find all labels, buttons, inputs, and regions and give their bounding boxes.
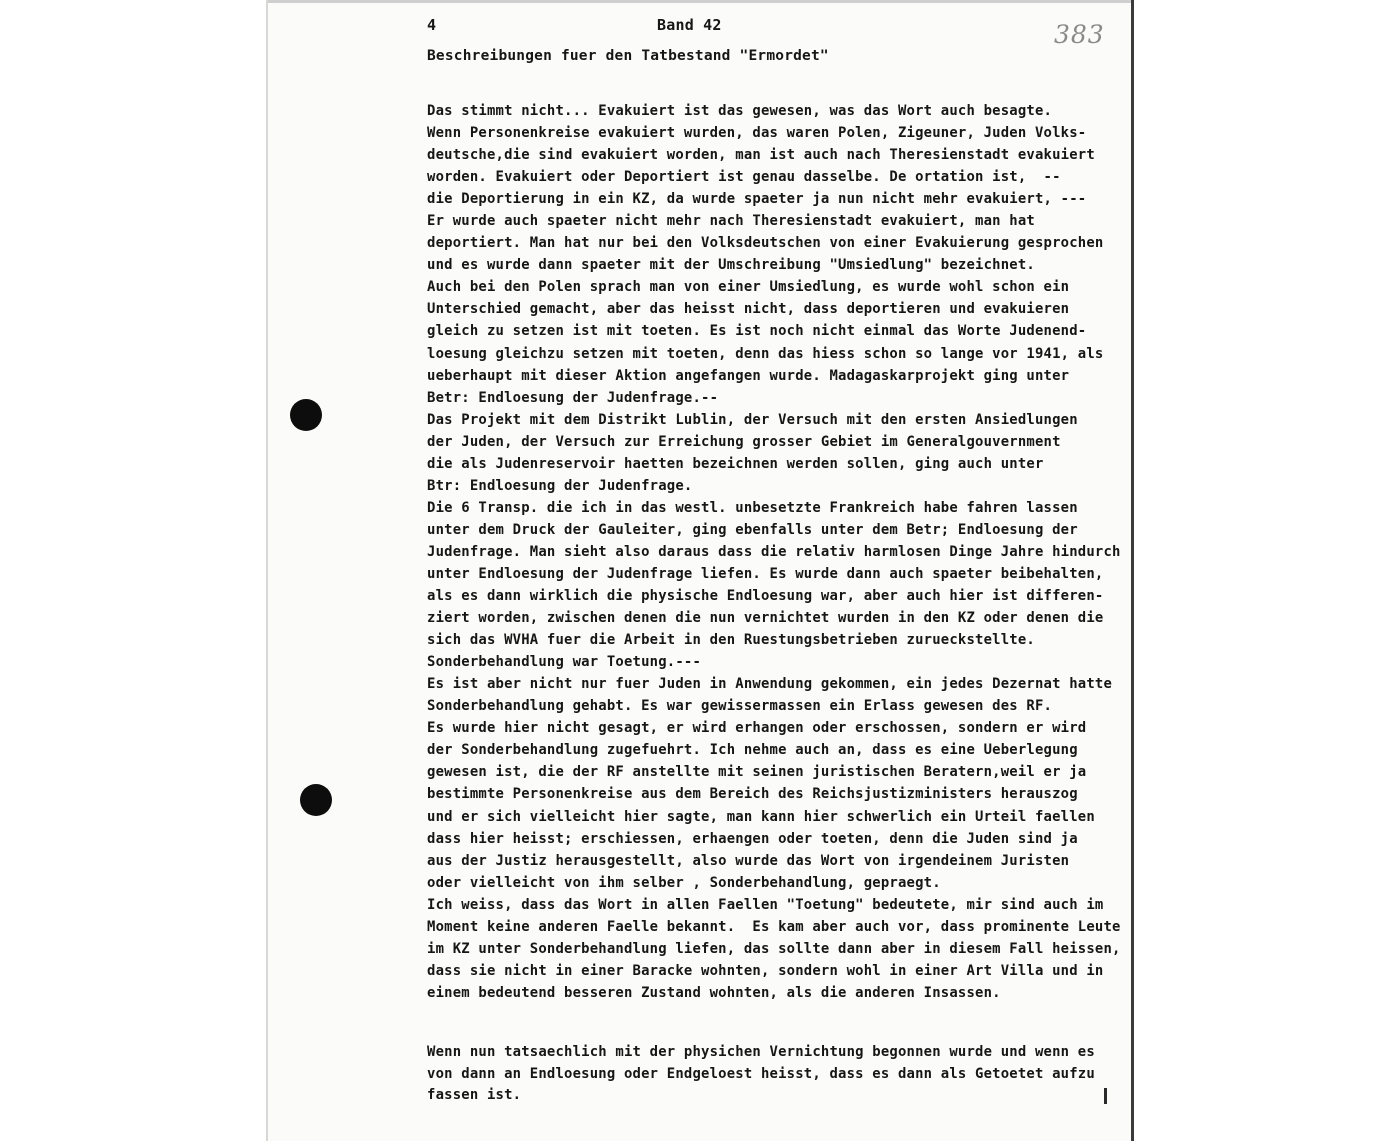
closing-paragraph — [427, 1042, 1117, 1107]
punch-hole-bottom — [300, 784, 332, 816]
text-line: dass sie nicht in einer Baracke wohnten, sondern wohl in einer Art Villa und in — [427, 962, 1104, 979]
page-number: 4 — [427, 16, 437, 34]
text-line: aus der Justiz herausgestellt, also wurde das Wort von irgendeinem Juristen — [427, 852, 1070, 869]
band-label: Band 42 — [657, 16, 722, 34]
text-line: Das stimmt nicht... Evakuiert ist das gewesen, was das Wort auch besagte. — [427, 103, 1053, 119]
text-line: dass hier heisst; erschiessen, erhaengen oder toeten, denn die Juden sind ja — [427, 830, 1078, 847]
text-line: gleich zu setzen ist mit toeten. Es ist noch nicht einmal das Worte Judenend- — [427, 323, 1087, 340]
text-line: Wenn Personenkreise evakuiert wurden, das waren Polen, Zigeuner, Juden Volks- — [427, 125, 1087, 142]
text-line: fassen ist. — [427, 1087, 522, 1103]
text-line: Betr: Endloesung der Judenfrage.-- — [427, 389, 719, 406]
text-line: Die 6 Transp. die ich in das westl. unbesetzte Frankreich habe fahren lassen — [427, 499, 1078, 516]
text-line: die Deportierung in ein KZ, da wurde spaeter ja nun nicht mehr evakuiert, --- — [427, 191, 1087, 208]
text-line: Es ist aber nicht nur fuer Juden in Anwendung gekommen, ein jedes Dezernat hatte — [427, 676, 1113, 693]
text-line: deportiert. Man hat nur bei den Volksdeutschen von einer Evakuierung gesprochen — [427, 235, 1104, 252]
document-heading: Beschreibungen fuer den Tatbestand "Ermordet" — [427, 48, 829, 64]
text-line: der Juden, der Versuch zur Erreichung grosser Gebiet im Generalgouvernment — [427, 433, 1061, 450]
text-line: im KZ unter Sonderbehandlung liefen, das sollte dann aber in diesem Fall heissen, — [427, 940, 1121, 957]
text-line: unter Endloesung der Judenfrage liefen. Es wurde dann auch spaeter beibehalten, — [427, 565, 1104, 582]
text-line: Unterschied gemacht, aber das heisst nicht, dass deportieren und evakuieren — [427, 301, 1070, 318]
text-line: unter dem Druck der Gauleiter, ging ebenfalls unter dem Betr; Endloesung der — [427, 521, 1078, 538]
text-line: deutsche,die sind evakuiert worden, man ist auch nach Theresienstadt evakuiert — [427, 147, 1095, 164]
text-line: einem bedeutend besseren Zustand wohnten, als die anderen Insassen. — [427, 984, 1001, 1001]
text-line: von dann an Endloesung oder Endgeloest heisst, dass es dann als Getoetet aufzu — [427, 1065, 1095, 1082]
margin-mark — [1104, 1088, 1107, 1104]
punch-hole-top — [290, 399, 322, 431]
text-line: und er sich vielleicht hier sagte, man kann hier schwerlich ein Urteil faellen — [427, 808, 1095, 825]
text-line: Moment keine anderen Faelle bekannt. Es kam aber auch vor, dass prominente Leute — [427, 918, 1121, 935]
text-line: der Sonderbehandlung zugefuehrt. Ich nehme auch an, dass es eine Ueberlegung — [427, 742, 1078, 759]
text-line: gewesen ist, die der RF anstellte mit seinen juristischen Beratern,weil er ja — [427, 764, 1087, 781]
body-text — [427, 100, 1121, 1004]
text-line: Es wurde hier nicht gesagt, er wird erhangen oder erschossen, sondern er wird — [427, 720, 1087, 737]
text-line: ueberhaupt mit dieser Aktion angefangen wurde. Madagaskarprojekt ging unter — [427, 367, 1070, 384]
text-line: Judenfrage. Man sieht also daraus dass die relativ harmlosen Dinge Jahre hindurch — [427, 543, 1121, 560]
text-line: und es wurde dann spaeter mit der Umschreibung "Umsiedlung" bezeichnet. — [427, 257, 1035, 274]
text-line: worden. Evakuiert oder Deportiert ist genau dasselbe. De ortation ist, -- — [427, 169, 1061, 186]
text-line: Er wurde auch spaeter nicht mehr nach Theresienstadt evakuiert, man hat — [427, 213, 1035, 230]
text-line: Sonderbehandlung gehabt. Es war gewissermassen ein Erlass gewesen des RF. — [427, 698, 1053, 715]
text-line: ziert worden, zwischen denen die nun vernichtet wurden in den KZ oder denen die — [427, 610, 1104, 627]
text-line: oder vielleicht von ihm selber , Sonderbehandlung, gepraegt. — [427, 874, 941, 891]
text-line: sich das WVHA fuer die Arbeit in den Ruestungsbetrieben zurueckstellte. — [427, 632, 1035, 649]
text-line: bestimmte Personenkreise aus dem Bereich des Reichsjustizministers herauszog — [427, 786, 1078, 803]
text-line: Auch bei den Polen sprach man von einer Umsiedlung, es wurde wohl schon ein — [427, 279, 1070, 296]
text-line: als es dann wirklich die physische Endloesung war, aber auch hier ist differen- — [427, 588, 1104, 605]
handwritten-archive-number: 383 — [1054, 20, 1105, 49]
text-line: Ich weiss, dass das Wort in allen Faellen "Toetung" bedeutete, mir sind auch im — [427, 896, 1104, 913]
text-line: Wenn nun tatsaechlich mit der physichen Vernichtung begonnen wurde und wenn es — [427, 1044, 1095, 1060]
text-line: Das Projekt mit dem Distrikt Lublin, der Versuch mit den ersten Ansiedlungen — [427, 411, 1078, 428]
text-line: loesung gleichzu setzen mit toeten, denn das hiess schon so lange vor 1941, als — [427, 345, 1104, 362]
text-line: Sonderbehandlung war Toetung.--- — [427, 654, 702, 671]
text-line: Btr: Endloesung der Judenfrage. — [427, 477, 693, 494]
text-line: die als Judenreservoir haetten bezeichnen werden sollen, ging auch unter — [427, 455, 1044, 472]
